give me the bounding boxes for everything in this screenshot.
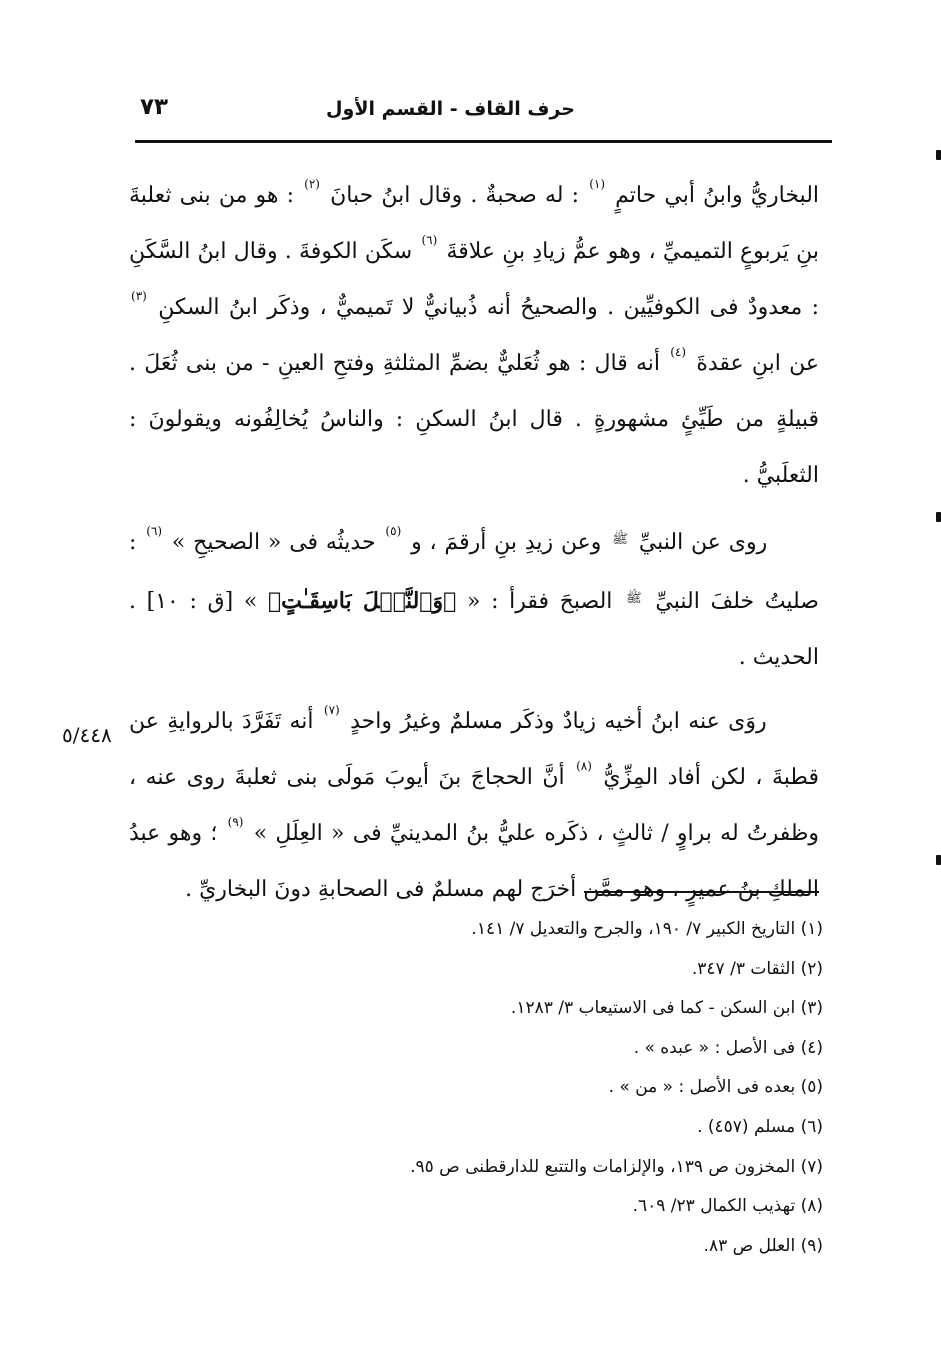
footnote-separator: [584, 891, 819, 893]
text-segment: » [ق : ١٠] . الحديث .: [129, 589, 819, 670]
footnote-5: (٥) بعده فى الأصل : « من » .: [608, 1077, 823, 1098]
text-segment: : له صحبةٌ . وقال ابنُ حبانَ: [330, 183, 580, 208]
footnote-9: (٩) العلل ص ٨٣.: [703, 1235, 823, 1256]
text-segment: أنَّ الحجاجَ بنَ أيوبَ مَولَى بنى ثعلبةَ روى عنه ، وظفرتُ له براوٍ / ثالثٍ ، ذكَره عليُّ بنُ المدينيِّ فى « العِلَلِ »: [129, 765, 820, 846]
text-segment: : صليتُ خلفَ النبيِّ: [129, 530, 819, 614]
footnotes-list: [173, 910, 823, 1266]
text-segment: الصبحَ فقرأ : «: [466, 589, 613, 614]
text-segment: أنه تَفَرَّدَ بالروايةِ عن قطبةَ ، لكن أفاد المِزِّيُّ: [129, 709, 819, 790]
page-number: ٧٣: [140, 94, 169, 120]
quran-verse: ﴿وَٱلنَّخۡلَ بَاسِقَـٰتٍ﴾: [267, 588, 457, 614]
text-segment: البخاريُّ وابنُ أبي حاتمٍ: [615, 183, 820, 208]
text-segment: روى عن النبيِّ: [638, 530, 768, 555]
main-text: [129, 168, 819, 918]
margin-volume-page-note: ٥/٤٤٨: [62, 723, 112, 747]
page-header: [140, 92, 830, 132]
paragraph-1: البخاريُّ وابنُ أبي حاتمٍ (١) : له صحبةٌ . وقال ابنُ حبانَ (٢) : هو من بنى ثعلبةَ بنِ يَربوعٍ التميميِّ ، وهو عمُّ زيادِ بنِ علاقةَ (٦) سكَن الكوفةَ . وقال ابنُ السَّكَنِ : معدودٌ فى الكوفيِّين . والصحيحُ أنه ذُبيانيٌّ لا تَميميٌّ ، وذكَر ابنُ السكنِ (٣) عن ابنِ عقدةَ (٤) أنه قال : هو ثُعَليٌّ بضمِّ المثلثةِ وفتحِ العينِ - من بنى ثُعَلَ . قبيلةٍ من طَيِّئٍ مشهورةٍ . قال ابنُ السكنِ : والناسُ يُخالِفُونه ويقولونَ : الثعلَبيُّ .: [129, 177, 820, 488]
text-segment: عن ابنِ عقدةَ: [696, 351, 820, 376]
text-segment: روَى عنه ابنُ أخيه زيادٌ وذكَر مسلمٌ وغيرُ واحدٍ: [350, 709, 767, 734]
footnote-3: (٣) ابن السكن - كما فى الاستيعاب ٣/ ١٢٨٣.: [510, 998, 823, 1019]
footnote-2: (٢) الثقات ٣/ ٣٤٧.: [691, 958, 823, 979]
text-segment: أنه قال : هو ثُعَليٌّ بضمِّ المثلثةِ وفتحِ العينِ - من بنى ثُعَلَ . قبيلةٍ من طَيِّئٍ مشهورةٍ . قال ابنُ السكنِ : والناسُ يُخالِفُونه ويقولونَ : الثعلَبيُّ .: [129, 351, 819, 488]
header-rule: [135, 140, 832, 143]
paragraph-2: روى عن النبيِّ ﷺ وعن زيدِ بنِ أرقمَ ، و (٥) حديثُه فى « الصحيحِ » (٦) : صليتُ خلفَ النبيِّ ﷺ الصبحَ فقرأ : « ﴿وَٱلنَّخۡلَ بَاسِقَـٰتٍ﴾ » [ق : ١٠] . الحديث .: [129, 512, 819, 686]
footnote-1: (١) التاريخ الكبير ٧/ ١٩٠، والجرح والتعديل ٧/ ١٤١.: [471, 919, 823, 939]
text-segment: حديثُه فى « الصحيحِ »: [171, 530, 376, 555]
footnote-8: (٨) تهذيب الكمال ٢٣/ ٦٠٩.: [632, 1196, 823, 1217]
text-segment: ؛ وهو عبدُ الملكِ بنُ عميرٍ ، وهو ممَّن أخرَج لهم مسلمٌ فى الصحابةِ دونَ البخاريِّ .: [129, 821, 819, 902]
scan-edge-mark: [936, 150, 941, 160]
footnote-6: (٦) مسلم (٤٥٧) .: [697, 1116, 823, 1137]
scan-edge-mark: [936, 855, 941, 865]
text-segment: وعن زيدِ بنِ أرقمَ ، و: [411, 530, 602, 555]
running-title: حرف القاف - القسم الأول: [326, 98, 575, 120]
footnote-4: (٤) فى الأصل : « عبده » .: [633, 1037, 823, 1058]
footnote-7: (٧) المخزون ص ١٣٩، والإلزامات والتتبع للدارقطنى ص ٩٥.: [410, 1156, 823, 1177]
text-segment: سكَن الكوفةَ . وقال ابنُ السَّكَنِ : معدودٌ فى الكوفيِّين . والصحيحُ أنه ذُبيانيٌّ لا تَميميٌّ ، وذكَر ابنُ السكنِ: [129, 239, 819, 320]
paragraph-3: روَى عنه ابنُ أخيه زيادٌ وذكَر مسلمٌ وغيرُ واحدٍ (٧) أنه تَفَرَّدَ بالروايةِ عن قطبةَ ، لكن أفاد المِزِّيُّ (٨) أنَّ الحجاجَ بنَ أيوبَ مَولَى بنى ثعلبةَ روى عنه ، وظفرتُ له براوٍ / ثالثٍ ، ذكَره عليُّ بنُ المدينيِّ فى « العِلَلِ » (٩) ؛ وهو عبدُ الملكِ بنُ عميرٍ ، وهو ممَّن أخرَج لهم مسلمٌ فى الصحابةِ دونَ البخاريِّ .: [129, 703, 820, 902]
salawat-glyph: ﷺ: [612, 532, 628, 547]
salawat-glyph-2: ﷺ: [626, 591, 642, 606]
text-segment: : هو من بنى ثعلبةَ بنِ يَربوعٍ التميميِّ ، وهو عمُّ زيادِ بنِ علاقةَ: [129, 183, 819, 264]
scan-edge-mark: [936, 512, 941, 522]
